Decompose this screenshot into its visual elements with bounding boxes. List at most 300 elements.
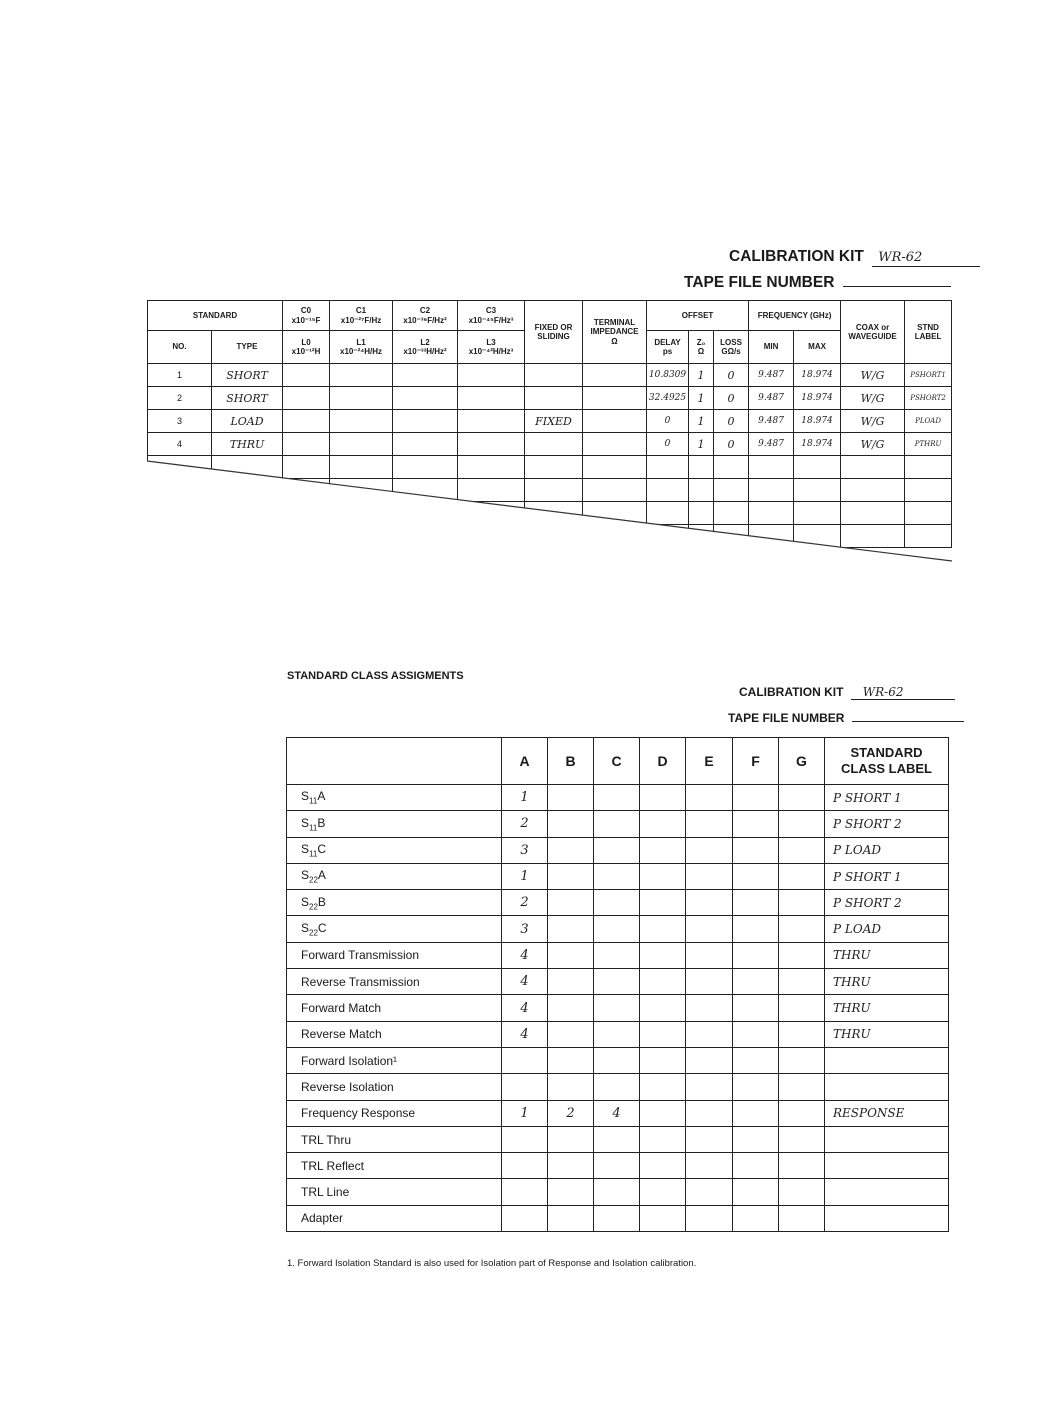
class-cell-c[interactable] — [594, 1179, 640, 1205]
z0-title: Z₀ — [696, 337, 706, 347]
class-cell-d[interactable] — [640, 916, 686, 942]
class-assignment-table — [286, 737, 949, 1232]
class-cell-g[interactable] — [779, 1047, 825, 1073]
class-cell-c[interactable] — [594, 1126, 640, 1152]
std-fixed[interactable]: FIXED — [525, 410, 583, 433]
torn-mask-fill — [140, 455, 960, 570]
l3-title: L3 — [486, 337, 496, 347]
class-cell-f[interactable] — [733, 1074, 779, 1100]
loss-title: LOSS — [720, 337, 742, 347]
class-cell-g[interactable] — [779, 1100, 825, 1126]
class-row-name: Reverse Isolation — [287, 1074, 502, 1100]
class-cell-a[interactable]: 1 — [502, 785, 548, 811]
c2-title: C2 — [419, 306, 431, 316]
class-cell-c[interactable] — [594, 995, 640, 1021]
class-cell-d[interactable] — [640, 1047, 686, 1073]
param-suffix: C — [317, 920, 327, 935]
class-cell-e[interactable] — [686, 1074, 733, 1100]
standard-row — [148, 387, 952, 410]
class-cell-g[interactable] — [779, 863, 825, 889]
l1-header — [330, 331, 393, 364]
c2-header — [393, 301, 458, 331]
class-row-name: Reverse Match — [287, 1021, 502, 1047]
std-delay[interactable]: 0 — [647, 410, 689, 433]
class-cell-c[interactable] — [594, 1153, 640, 1179]
c2-unit: x10⁻³⁶F/Hz² — [403, 315, 447, 325]
class-cell-a[interactable] — [502, 1179, 548, 1205]
class-cell-b[interactable] — [548, 995, 594, 1021]
std-c1[interactable] — [330, 433, 393, 456]
class-label-cell[interactable]: THRU — [825, 995, 949, 1021]
class-cell-d[interactable] — [640, 969, 686, 995]
class-cell-d[interactable] — [640, 1179, 686, 1205]
class-row — [287, 811, 949, 837]
std-impedance[interactable] — [583, 387, 647, 410]
l0-unit: x10⁻¹²H — [291, 347, 321, 356]
param-suffix: A — [317, 868, 326, 883]
torn-edge-mask — [140, 455, 960, 570]
std-max[interactable]: 18.974 — [794, 410, 841, 433]
std-c3[interactable] — [458, 364, 525, 387]
frequency-header: FREQUENCY (GHz) — [749, 301, 841, 331]
std-c2[interactable] — [393, 387, 458, 410]
class-cell-f[interactable] — [733, 995, 779, 1021]
class-cell-a[interactable] — [502, 1074, 548, 1100]
class-cell-a[interactable]: 3 — [502, 837, 548, 863]
std-fixed[interactable] — [525, 433, 583, 456]
std-c0[interactable] — [283, 364, 330, 387]
class-cell-d[interactable] — [640, 1126, 686, 1152]
class-cell-c[interactable] — [594, 942, 640, 968]
class-cell-f[interactable] — [733, 1047, 779, 1073]
c3-title: C3 — [485, 306, 497, 316]
class-row-name: TRL Reflect — [287, 1153, 502, 1179]
calibration-kit-field[interactable] — [872, 248, 980, 267]
class-row — [287, 942, 949, 968]
class-cell-g[interactable] — [779, 1205, 825, 1231]
class-cell-c[interactable]: 4 — [594, 1100, 640, 1126]
class-cell-e[interactable] — [686, 1153, 733, 1179]
std-type[interactable]: THRU — [212, 433, 283, 456]
class-tape-label: TAPE FILE NUMBER — [728, 711, 845, 725]
class-cell-a[interactable]: 4 — [502, 969, 548, 995]
std-coax[interactable]: W/G — [841, 410, 905, 433]
z0-unit: Ω — [697, 347, 705, 356]
std-type[interactable]: SHORT — [212, 387, 283, 410]
std-c3[interactable] — [458, 410, 525, 433]
c0-unit: x10⁻¹⁵F — [291, 315, 321, 325]
class-cell-e[interactable] — [686, 1021, 733, 1047]
c1-unit: x10⁻²⁷F/Hz — [340, 315, 382, 325]
class-cell-c[interactable] — [594, 863, 640, 889]
column-g-header: G — [779, 738, 825, 785]
class-cell-e[interactable] — [686, 785, 733, 811]
class-cell-a[interactable]: 1 — [502, 863, 548, 889]
class-row — [287, 1074, 949, 1100]
l1-title: L1 — [356, 337, 366, 347]
class-cell-e[interactable] — [686, 969, 733, 995]
class-cell-c[interactable] — [594, 837, 640, 863]
class-cell-e[interactable] — [686, 890, 733, 916]
param-subscript: 11 — [309, 796, 318, 806]
class-cell-c[interactable] — [594, 916, 640, 942]
class-cell-f[interactable] — [733, 811, 779, 837]
class-cell-d[interactable] — [640, 1205, 686, 1231]
class-label-cell[interactable]: P SHORT 2 — [825, 890, 949, 916]
delay-unit: ps — [662, 347, 673, 356]
class-cell-c[interactable] — [594, 1205, 640, 1231]
class-cell-c[interactable] — [594, 969, 640, 995]
std-max[interactable]: 18.974 — [794, 433, 841, 456]
param-subscript: 11 — [309, 823, 318, 833]
std-label[interactable]: PLOAD — [905, 410, 952, 433]
class-row-name: Reverse Transmission — [287, 969, 502, 995]
std-c3[interactable] — [458, 387, 525, 410]
class-cell-a[interactable]: 4 — [502, 1021, 548, 1047]
param-prefix: S — [301, 920, 310, 935]
class-cell-e[interactable] — [686, 811, 733, 837]
std-c0[interactable] — [283, 410, 330, 433]
class-cell-e[interactable] — [686, 1047, 733, 1073]
class-row — [287, 1126, 949, 1152]
std-c2[interactable] — [393, 364, 458, 387]
class-cell-e[interactable] — [686, 863, 733, 889]
class-label-cell[interactable]: P SHORT 2 — [825, 811, 949, 837]
std-loss[interactable]: 0 — [714, 387, 749, 410]
class-cell-d[interactable] — [640, 942, 686, 968]
class-cell-g[interactable] — [779, 942, 825, 968]
standard-header: STANDARD — [148, 301, 283, 331]
std-z0[interactable]: 1 — [689, 387, 714, 410]
class-cell-a[interactable] — [502, 1153, 548, 1179]
class-cell-f[interactable] — [733, 916, 779, 942]
class-cell-e[interactable] — [686, 942, 733, 968]
class-cell-a[interactable]: 2 — [502, 890, 548, 916]
param-prefix: S — [301, 789, 310, 804]
class-cell-f[interactable] — [733, 1021, 779, 1047]
fixed-or-sliding-header: FIXED OR SLIDING — [525, 301, 583, 364]
std-min[interactable]: 9.487 — [749, 387, 794, 410]
class-cell-f[interactable] — [733, 942, 779, 968]
class-cell-a[interactable] — [502, 1126, 548, 1152]
std-coax[interactable]: W/G — [841, 433, 905, 456]
class-cell-g[interactable] — [779, 1021, 825, 1047]
class-cell-b[interactable] — [548, 942, 594, 968]
stnd-label-header: STND LABEL — [905, 301, 952, 364]
class-cell-d[interactable] — [640, 811, 686, 837]
calibration-kit-value: WR-62 — [878, 250, 923, 265]
std-no: 4 — [148, 433, 212, 456]
class-kit-value: WR-62 — [862, 685, 904, 699]
standard-row — [148, 364, 952, 387]
class-row — [287, 969, 949, 995]
std-c0[interactable] — [283, 387, 330, 410]
offset-header: OFFSET — [647, 301, 749, 331]
class-tape-line — [728, 709, 964, 725]
class-cell-g[interactable] — [779, 811, 825, 837]
class-cell-f[interactable] — [733, 1205, 779, 1231]
class-cell-c[interactable] — [594, 785, 640, 811]
c3-header — [458, 301, 525, 331]
class-row-name — [287, 890, 502, 916]
class-label-header: STANDARD CLASS LABEL — [825, 738, 949, 785]
calibration-kit-label: CALIBRATION KIT — [729, 248, 864, 265]
class-cell-f[interactable] — [733, 890, 779, 916]
class-row-name — [287, 785, 502, 811]
c0-title: C0 — [300, 306, 312, 316]
std-c0[interactable] — [283, 433, 330, 456]
class-label-cell[interactable]: RESPONSE — [825, 1100, 949, 1126]
class-label-cell[interactable] — [825, 1074, 949, 1100]
class-label-cell[interactable]: P SHORT 1 — [825, 785, 949, 811]
class-cell-b[interactable] — [548, 969, 594, 995]
std-label[interactable]: PSHORT1 — [905, 364, 952, 387]
class-cell-e[interactable] — [686, 1100, 733, 1126]
class-cell-f[interactable] — [733, 863, 779, 889]
std-coax[interactable]: W/G — [841, 364, 905, 387]
class-cell-d[interactable] — [640, 785, 686, 811]
c1-title: C1 — [355, 306, 367, 316]
max-header: MAX — [794, 331, 841, 364]
class-cell-d[interactable] — [640, 863, 686, 889]
class-row — [287, 1205, 949, 1231]
class-cell-b[interactable] — [548, 890, 594, 916]
class-label-cell[interactable]: P LOAD — [825, 916, 949, 942]
l0-header — [283, 331, 330, 364]
class-cell-g[interactable] — [779, 785, 825, 811]
tape-file-field[interactable] — [843, 272, 951, 287]
std-label[interactable]: PSHORT2 — [905, 387, 952, 410]
l3-header — [458, 331, 525, 364]
delay-title: DELAY — [654, 337, 681, 347]
class-row-name: Forward Transmission — [287, 942, 502, 968]
class-label-cell[interactable] — [825, 1126, 949, 1152]
class-cell-g[interactable] — [779, 1126, 825, 1152]
row-name-header — [287, 738, 502, 785]
class-cell-f[interactable] — [733, 785, 779, 811]
class-tape-field[interactable] — [852, 709, 964, 722]
std-min[interactable]: 9.487 — [749, 410, 794, 433]
terminal-impedance-unit: Ω — [611, 336, 618, 346]
std-z0[interactable]: 1 — [689, 410, 714, 433]
class-cell-b[interactable] — [548, 1179, 594, 1205]
l2-unit: x10⁻³³H/Hz² — [403, 347, 447, 356]
class-label-cell[interactable]: P SHORT 1 — [825, 863, 949, 889]
std-label[interactable]: PTHRU — [905, 433, 952, 456]
class-label-cell[interactable] — [825, 1205, 949, 1231]
class-cell-g[interactable] — [779, 969, 825, 995]
std-type[interactable]: LOAD — [212, 410, 283, 433]
std-max[interactable]: 18.974 — [794, 364, 841, 387]
class-row — [287, 1047, 949, 1073]
coax-waveguide-header: COAX or WAVEGUIDE — [841, 301, 905, 364]
class-cell-e[interactable] — [686, 995, 733, 1021]
class-cell-f[interactable] — [733, 1179, 779, 1205]
class-cell-f[interactable] — [733, 1153, 779, 1179]
class-cell-g[interactable] — [779, 1179, 825, 1205]
class-kit-line — [739, 685, 955, 700]
class-cell-g[interactable] — [779, 1153, 825, 1179]
class-cell-a[interactable]: 1 — [502, 1100, 548, 1126]
class-kit-field[interactable] — [851, 685, 955, 700]
column-c-header: C — [594, 738, 640, 785]
param-suffix: A — [317, 789, 326, 804]
class-cell-d[interactable] — [640, 1100, 686, 1126]
class-cell-c[interactable] — [594, 1021, 640, 1047]
class-cell-a[interactable]: 4 — [502, 995, 548, 1021]
class-cell-b[interactable]: 2 — [548, 1100, 594, 1126]
std-c1[interactable] — [330, 410, 393, 433]
class-label-cell[interactable]: THRU — [825, 969, 949, 995]
l1-unit: x10⁻²⁴H/Hz — [340, 347, 382, 356]
class-cell-b[interactable] — [548, 785, 594, 811]
class-cell-e[interactable] — [686, 1205, 733, 1231]
std-z0[interactable]: 1 — [689, 364, 714, 387]
c1-header — [330, 301, 393, 331]
std-coax[interactable]: W/G — [841, 387, 905, 410]
param-suffix: B — [317, 815, 326, 830]
class-cell-b[interactable] — [548, 811, 594, 837]
param-subscript: 22 — [309, 902, 318, 912]
param-suffix: B — [317, 894, 326, 909]
param-prefix: S — [301, 842, 310, 857]
std-fixed[interactable] — [525, 387, 583, 410]
class-cell-d[interactable] — [640, 837, 686, 863]
class-cell-d[interactable] — [640, 995, 686, 1021]
std-c1[interactable] — [330, 364, 393, 387]
column-f-header: F — [733, 738, 779, 785]
std-impedance[interactable] — [583, 433, 647, 456]
std-loss[interactable]: 0 — [714, 410, 749, 433]
class-cell-d[interactable] — [640, 1074, 686, 1100]
class-cell-c[interactable] — [594, 1074, 640, 1100]
l2-header — [393, 331, 458, 364]
std-loss[interactable]: 0 — [714, 433, 749, 456]
class-label-cell[interactable] — [825, 1047, 949, 1073]
class-label-cell[interactable]: THRU — [825, 942, 949, 968]
std-impedance[interactable] — [583, 364, 647, 387]
class-cell-e[interactable] — [686, 1126, 733, 1152]
l3-unit: x10⁻⁴²H/Hz³ — [468, 347, 514, 356]
std-type[interactable]: SHORT — [212, 364, 283, 387]
class-row-name: Frequency Response — [287, 1100, 502, 1126]
class-cell-b[interactable] — [548, 1047, 594, 1073]
class-row-name: Forward Match — [287, 995, 502, 1021]
std-loss[interactable]: 0 — [714, 364, 749, 387]
class-cell-a[interactable]: 3 — [502, 916, 548, 942]
class-cell-f[interactable] — [733, 837, 779, 863]
class-row-name — [287, 837, 502, 863]
standard-row — [148, 433, 952, 456]
class-cell-g[interactable] — [779, 837, 825, 863]
class-cell-e[interactable] — [686, 1179, 733, 1205]
class-label-cell[interactable] — [825, 1179, 949, 1205]
class-label-cell[interactable]: P LOAD — [825, 837, 949, 863]
class-cell-a[interactable]: 2 — [502, 811, 548, 837]
std-min[interactable]: 9.487 — [749, 433, 794, 456]
class-cell-e[interactable] — [686, 837, 733, 863]
class-row — [287, 995, 949, 1021]
class-cell-b[interactable] — [548, 1205, 594, 1231]
class-row-name — [287, 811, 502, 837]
class-cell-g[interactable] — [779, 916, 825, 942]
class-label-cell[interactable] — [825, 1153, 949, 1179]
column-b-header: B — [548, 738, 594, 785]
class-row-name — [287, 863, 502, 889]
std-c2[interactable] — [393, 433, 458, 456]
class-cell-a[interactable] — [502, 1205, 548, 1231]
class-row-name — [287, 916, 502, 942]
std-no: 1 — [148, 364, 212, 387]
l0-title: L0 — [301, 337, 311, 347]
class-cell-c[interactable] — [594, 890, 640, 916]
class-cell-b[interactable] — [548, 863, 594, 889]
std-min[interactable]: 9.487 — [749, 364, 794, 387]
l2-title: L2 — [420, 337, 430, 347]
class-cell-g[interactable] — [779, 890, 825, 916]
std-impedance[interactable] — [583, 410, 647, 433]
class-cell-b[interactable] — [548, 1021, 594, 1047]
terminal-impedance-header — [583, 301, 647, 364]
class-cell-g[interactable] — [779, 995, 825, 1021]
class-row — [287, 1179, 949, 1205]
class-cell-a[interactable] — [502, 1047, 548, 1073]
std-c2[interactable] — [393, 410, 458, 433]
class-cell-b[interactable] — [548, 837, 594, 863]
class-cell-f[interactable] — [733, 969, 779, 995]
column-e-header: E — [686, 738, 733, 785]
class-cell-c[interactable] — [594, 1047, 640, 1073]
std-c3[interactable] — [458, 433, 525, 456]
loss-header — [714, 331, 749, 364]
class-cell-c[interactable] — [594, 811, 640, 837]
param-subscript: 11 — [309, 849, 318, 859]
param-prefix: S — [301, 815, 310, 830]
class-cell-g[interactable] — [779, 1074, 825, 1100]
c0-header — [283, 301, 330, 331]
class-cell-b[interactable] — [548, 1153, 594, 1179]
class-kit-label: CALIBRATION KIT — [739, 685, 844, 699]
class-cell-f[interactable] — [733, 1126, 779, 1152]
class-cell-b[interactable] — [548, 1126, 594, 1152]
delay-header — [647, 331, 689, 364]
std-delay[interactable]: 0 — [647, 433, 689, 456]
class-cell-d[interactable] — [640, 1021, 686, 1047]
class-cell-a[interactable]: 4 — [502, 942, 548, 968]
class-row — [287, 837, 949, 863]
param-subscript: 22 — [309, 875, 318, 885]
std-max[interactable]: 18.974 — [794, 387, 841, 410]
param-subscript: 22 — [309, 928, 318, 938]
class-row — [287, 785, 949, 811]
std-fixed[interactable] — [525, 364, 583, 387]
class-cell-b[interactable] — [548, 916, 594, 942]
std-z0[interactable]: 1 — [689, 433, 714, 456]
tape-file-line — [684, 272, 951, 292]
std-delay[interactable]: 10.8309 — [647, 364, 689, 387]
footnote: 1. Forward Isolation Standard is also used for Isolation part of Response and Isolation calibration. — [287, 1258, 697, 1269]
class-label-cell[interactable]: THRU — [825, 1021, 949, 1047]
std-delay[interactable]: 32.4925 — [647, 387, 689, 410]
class-cell-b[interactable] — [548, 1074, 594, 1100]
class-cell-d[interactable] — [640, 1153, 686, 1179]
class-cell-d[interactable] — [640, 890, 686, 916]
class-cell-e[interactable] — [686, 916, 733, 942]
class-cell-f[interactable] — [733, 1100, 779, 1126]
class-row — [287, 916, 949, 942]
class-rows — [287, 785, 949, 1232]
std-c1[interactable] — [330, 387, 393, 410]
